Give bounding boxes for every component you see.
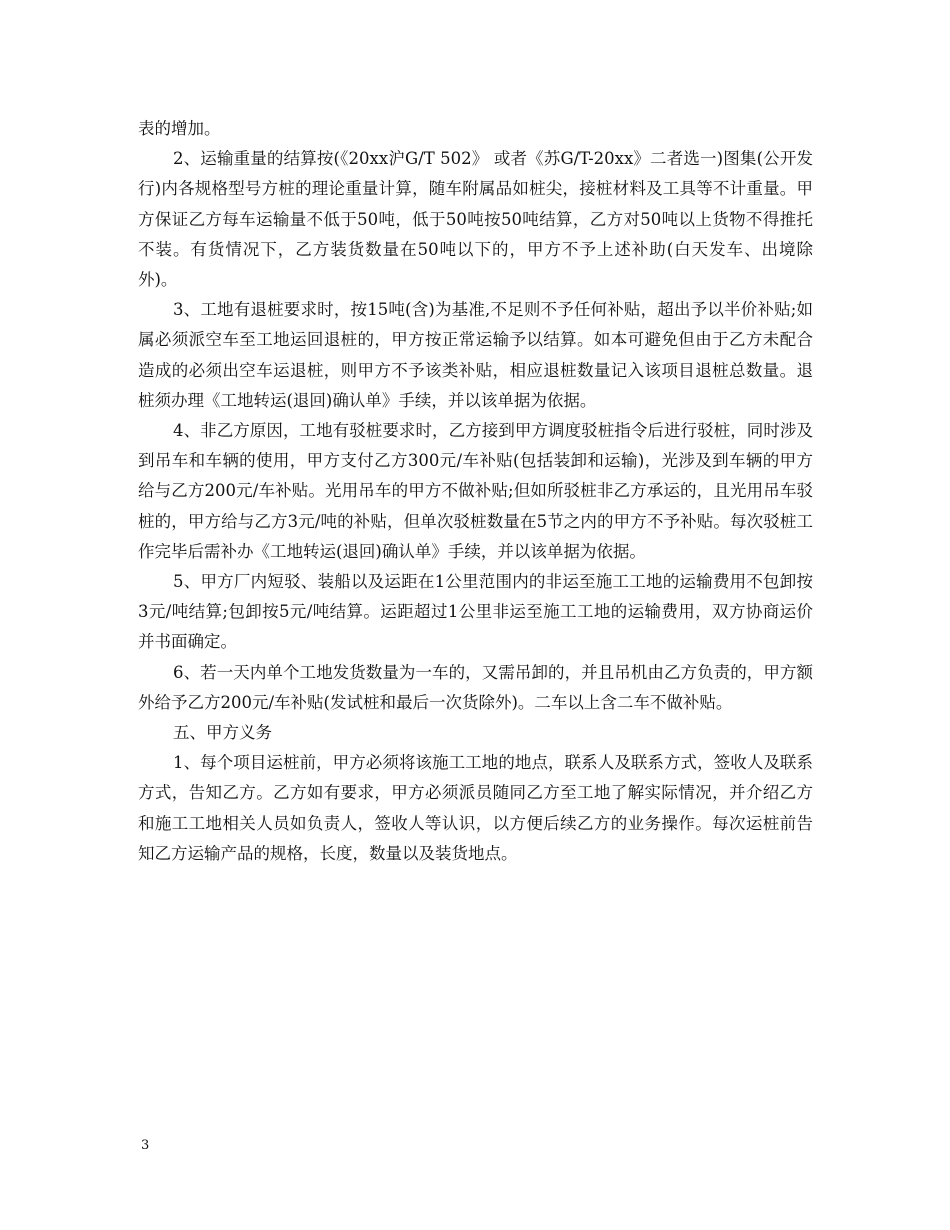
paragraph-item-3: 3、工地有退桩要求时，按15吨(含)为基准,不足则不予任何补贴，超出予以半价补贴;如属必须派空车至工地运回退桩的，甲方按正常运输予以结算。如本可避免但由于乙方未配合造成的必须出空车运退桩，则甲方不予该类补贴，相应退桩数量记入该项目退桩总数量。退桩须办理《工地转运(退回)确认单》手续，并以该单据为依据。 [138, 300, 813, 410]
paragraph-item-2: 2、运输重量的结算按(《20xx沪G/T 502》 或者《苏G/T-20xx》二者选一)图集(公开发行)内各规格型号方桩的理论重量计算，随车附属品如桩尖，接桩材料及工具等不计重量。甲方保证乙方每车运输量不低于50吨，低于50吨按50吨结算，乙方对50吨以上货物不得推托不装。有货情况下，乙方装货数量在50吨以下的，甲方不予上述补助(白天发车、出境除外)。 [138, 149, 813, 290]
paragraph-item-6: 6、若一天内单个工地发货数量为一车的，又需吊卸的，并且吊机由乙方负责的，甲方额外给予乙方200元/车补贴(发试桩和最后一次货除外)。二车以上含二车不做补贴。 [138, 662, 813, 712]
paragraph-continuation: 表的增加。 [138, 119, 221, 138]
document-body [138, 114, 813, 869]
paragraph-item-4: 4、非乙方原因，工地有驳桩要求时，乙方接到甲方调度驳桩指令后进行驳桩，同时涉及到吊车和车辆的使用，甲方支付乙方300元/车补贴(包括装卸和运输)，光涉及到车辆的甲方给与乙方200元/车补贴。光用吊车的甲方不做补贴;但如所驳桩非乙方承运的，且光用吊车驳桩的，甲方给与乙方3元/吨的补贴，但单次驳桩数量在5节之内的甲方不予补贴。每次驳桩工作完毕后需补办《工地转运(退回)确认单》手续，并以该单据为依据。 [138, 421, 813, 561]
paragraph-obligation-1: 1、每个项目运桩前，甲方必须将该施工工地的地点，联系人及联系方式，签收人及联系方式，告知乙方。乙方如有要求，甲方必须派员随同乙方至工地了解实际情况，并介绍乙方和施工工地相关人员如负责人，签收人等认识，以方便后续乙方的业务操作。每次运桩前告知乙方运输产品的规格，长度，数量以及装货地点。 [138, 753, 813, 863]
section-heading-party-a-obligations: 五、甲方义务 [173, 723, 272, 743]
page-number: 3 [141, 1138, 150, 1153]
paragraph-item-5: 5、甲方厂内短驳、装船以及运距在1公里范围内的非运至施工工地的运输费用不包卸按3元/吨结算;包卸按5元/吨结算。运距超过1公里非运至施工工地的运输费用，双方协商运价并书面确定。 [138, 572, 813, 652]
